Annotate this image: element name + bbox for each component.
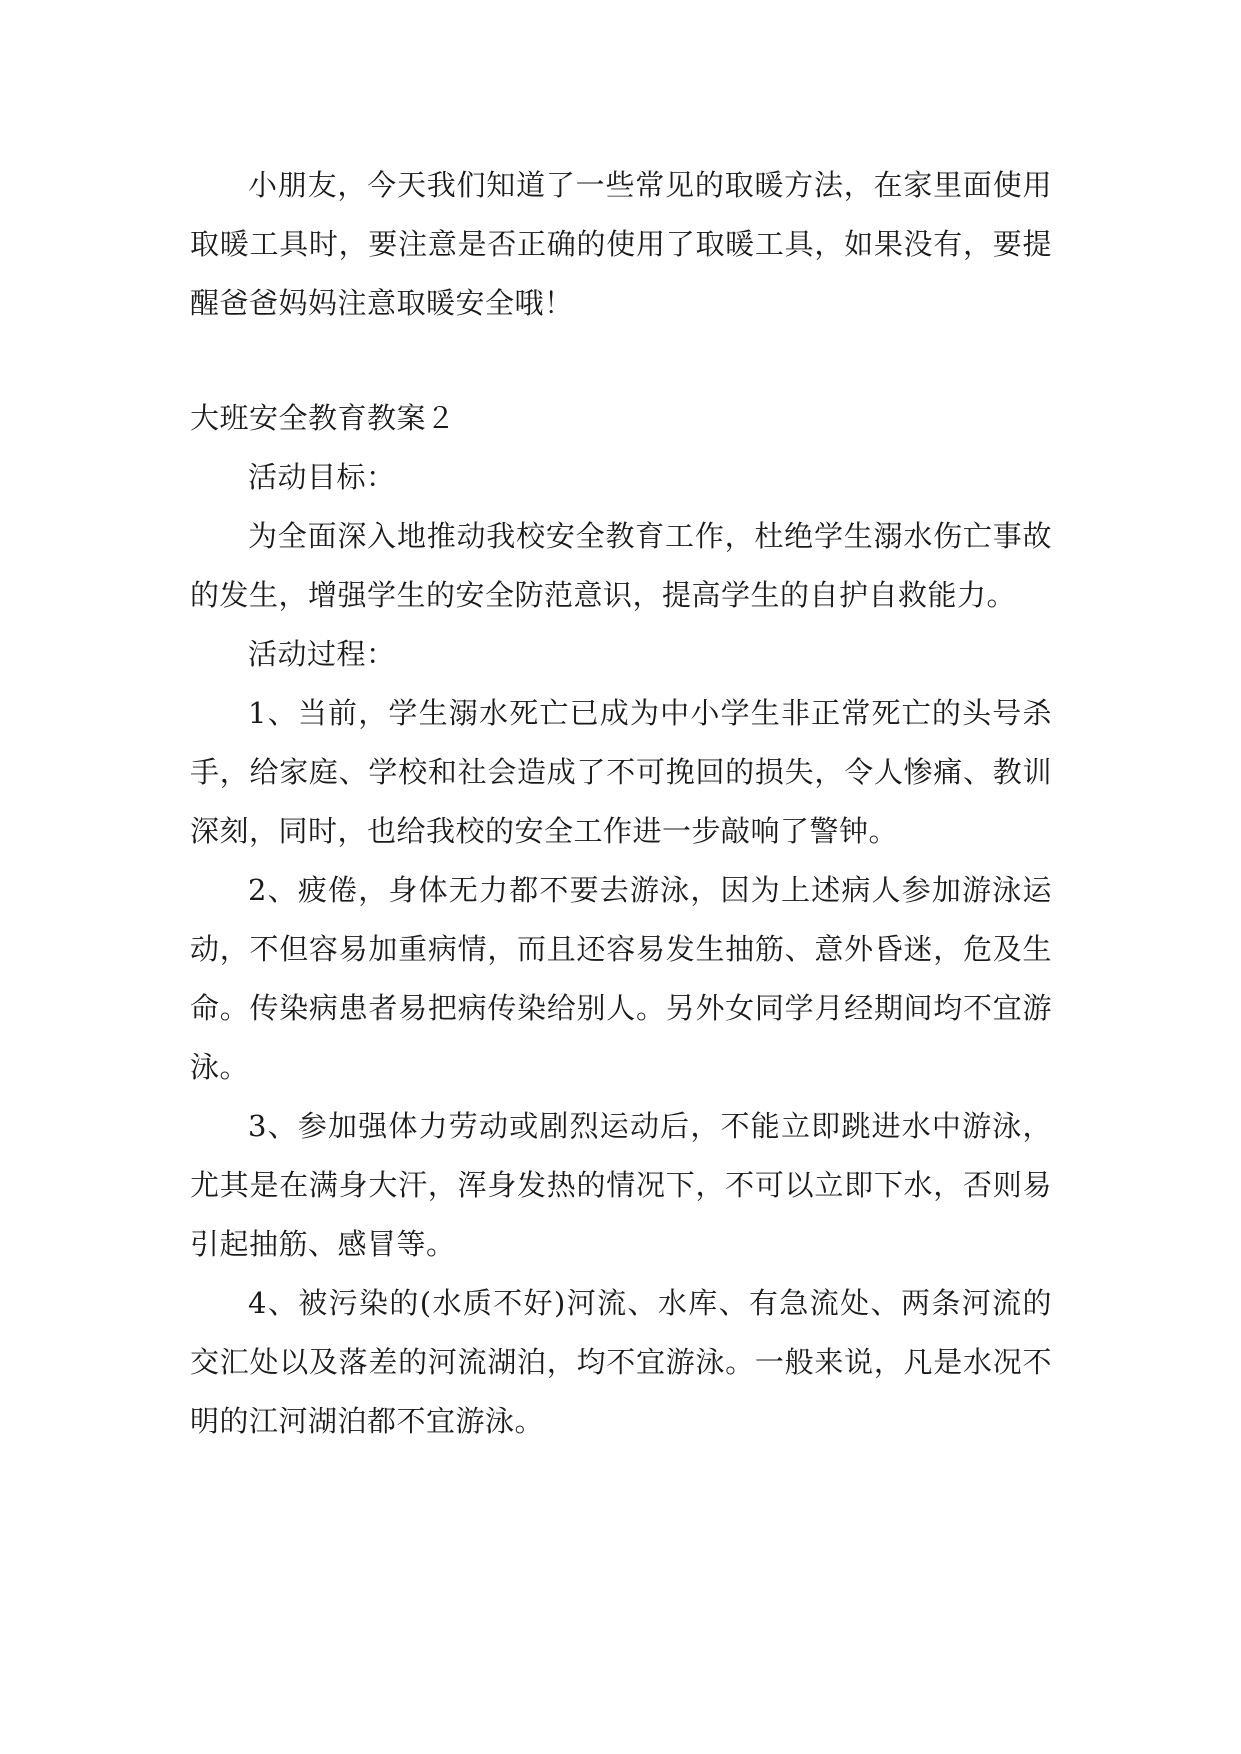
process-item-3: 3、参加强体力劳动或剧烈运动后，不能立即跳进水中游泳，尤其是在满身大汗，浑身发热的情况下，不可以立即下水，否则易引起抽筋、感冒等。 <box>190 1109 1052 1261</box>
process-item-2: 2、疲倦，身体无力都不要去游泳，因为上述病人参加游泳运动，不但容易加重病情，而且还容易发生抽筋、意外昏迷，危及生命。传染病患者易把病传染给别人。另外女同学月经期间均不宜游泳。 <box>190 873 1052 1084</box>
process-item-1: 1、当前，学生溺水死亡已成为中小学生非正常死亡的头号杀手，给家庭、学校和社会造成了不可挽回的损失，令人惨痛、教训深刻，同时，也给我校的安全工作进一步敲响了警钟。 <box>190 696 1052 848</box>
goal-paragraph: 为全面深入地推动我校安全教育工作，杜绝学生溺水伤亡事故的发生，增强学生的安全防范意识，提高学生的自护自救能力。 <box>190 519 1052 612</box>
document-body <box>190 156 1052 1451</box>
section-title: 大班安全教育教案２ <box>190 401 456 435</box>
process-label: 活动过程： <box>248 637 396 671</box>
goal-label: 活动目标： <box>248 460 396 494</box>
intro-paragraph: 小朋友，今天我们知道了一些常见的取暖方法，在家里面使用取暖工具时，要注意是否正确的使用了取暖工具，如果没有，要提醒爸爸妈妈注意取暖安全哦！ <box>190 168 1052 320</box>
process-item-4: 4、被污染的(水质不好)河流、水库、有急流处、两条河流的交汇处以及落差的河流湖泊，均不宜游泳。一般来说，凡是水况不明的江河湖泊都不宜游泳。 <box>190 1286 1052 1438</box>
